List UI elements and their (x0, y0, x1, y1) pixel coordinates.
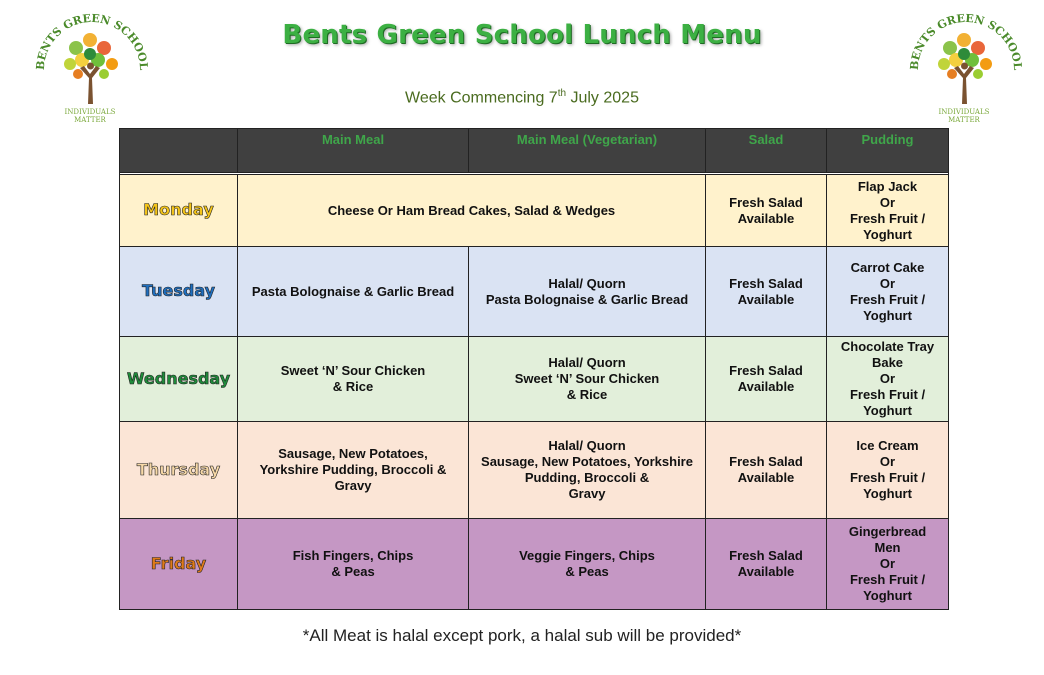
day-cell (120, 337, 238, 422)
salad-cell (706, 519, 827, 610)
pudding-cell-line: Fresh Fruit / (849, 470, 926, 485)
header-main-meal-vegetarian: Main Meal (Vegetarian) (469, 129, 706, 173)
pudding-cell (827, 175, 949, 247)
menu-row-wednesday (120, 337, 949, 422)
main-meal-cell (238, 519, 469, 610)
salad-cell-line: Fresh Salad (729, 454, 803, 469)
pudding-cell-line: Or (879, 194, 896, 210)
vegetarian-meal-cell (469, 519, 706, 610)
header-main-meal: Main Meal (238, 129, 469, 173)
lunch-menu-table (119, 128, 949, 610)
day-label: Tuesday (141, 281, 216, 300)
main-meal-cell-line: Sweet ‘N’ Sour Chicken (280, 363, 426, 378)
pudding-cell (827, 422, 949, 519)
week-sup: th (557, 88, 567, 99)
main-meal-cell-line: Gravy (334, 478, 372, 493)
salad-cell-line: Fresh Salad (729, 275, 803, 291)
main-meal-cell-line: Cheese Or Ham Bread Cakes, Salad & Wedges (327, 202, 616, 218)
pudding-cell-line: Carrot Cake (850, 259, 925, 275)
vegetarian-meal-cell-line: Sweet ‘N’ Sour Chicken (514, 371, 660, 386)
day-label: Wednesday (126, 368, 231, 388)
pudding-cell-line: Fresh Fruit / (849, 572, 926, 587)
salad-cell-line: Available (737, 564, 795, 579)
pudding-cell (827, 247, 949, 337)
pudding-cell-line: Or (879, 275, 896, 291)
salad-cell (706, 175, 827, 247)
day-label: Monday (143, 200, 214, 219)
salad-cell-line: Available (737, 291, 795, 307)
vegetarian-meal-cell-line: Gravy (568, 486, 606, 501)
main-meal-cell (238, 175, 706, 247)
pudding-cell-line: Or (879, 556, 896, 571)
salad-cell-line: Fresh Salad (729, 363, 803, 378)
week-commencing (0, 88, 1044, 107)
pudding-cell-line: Flap Jack (857, 178, 918, 194)
day-cell (120, 519, 238, 610)
header-salad: Salad (706, 129, 827, 173)
svg-text:INDIVIDUALS: INDIVIDUALS (938, 108, 990, 116)
svg-text:BENTS GREEN SCHOOL: BENTS GREEN SCHOOL (33, 11, 151, 71)
main-meal-cell-line: & Peas (331, 564, 375, 579)
pudding-cell (827, 519, 949, 610)
vegetarian-meal-cell-line: Sausage, New Potatoes, Yorkshire (481, 454, 693, 469)
main-meal-cell-line: Pasta Bolognaise & Garlic Bread (251, 283, 455, 299)
salad-cell (706, 247, 827, 337)
pudding-cell-line: Men (874, 540, 901, 555)
pudding-cell-line: Ice Cream (856, 438, 919, 453)
week-suffix: July 2025 (566, 89, 639, 107)
pudding-cell-line: Fresh Fruit / (849, 210, 926, 226)
day-cell (120, 175, 238, 247)
vegetarian-meal-cell-line: & Peas (565, 564, 609, 579)
menu-row-friday (120, 519, 949, 610)
salad-cell-line: Available (737, 379, 795, 394)
pudding-cell-line: Chocolate Tray (840, 339, 935, 354)
day-label: Friday (150, 553, 207, 573)
pudding-cell-line: Or (879, 371, 896, 386)
salad-cell (706, 422, 827, 519)
salad-cell-line: Fresh Salad (729, 194, 803, 210)
header-row (120, 129, 949, 173)
vegetarian-meal-cell-line: Halal/ Quorn (548, 355, 626, 370)
svg-text:INDIVIDUALS: INDIVIDUALS (64, 108, 116, 116)
main-meal-cell (238, 422, 469, 519)
menu-row-tuesday (120, 247, 949, 337)
pudding-cell-line: Fresh Fruit / (849, 387, 926, 402)
pudding-cell-line: Fresh Fruit / (849, 291, 926, 307)
svg-text:MATTER: MATTER (948, 116, 980, 124)
pudding-cell-line: Or (879, 454, 896, 469)
week-prefix: Week Commencing 7 (405, 89, 558, 107)
day-label: Thursday (136, 459, 221, 479)
main-meal-cell (238, 337, 469, 422)
vegetarian-meal-cell-line: Pudding, Broccoli & (524, 470, 650, 485)
pudding-cell (827, 337, 949, 422)
header-day (120, 129, 238, 173)
main-meal-cell (238, 247, 469, 337)
menu-row-thursday (120, 422, 949, 519)
pudding-cell-line: Yoghurt (863, 588, 912, 603)
vegetarian-meal-cell-line: & Rice (566, 387, 608, 402)
day-cell (120, 422, 238, 519)
salad-cell-line: Available (737, 210, 795, 226)
main-meal-cell-line: Yorkshire Pudding, Broccoli & (259, 462, 447, 477)
salad-cell-line: Available (737, 470, 795, 485)
svg-text:MATTER: MATTER (74, 116, 106, 124)
pudding-cell-line: Yoghurt (863, 486, 912, 501)
salad-cell-line: Fresh Salad (729, 548, 803, 563)
vegetarian-meal-cell-line: Halal/ Quorn (548, 275, 626, 291)
svg-text:BENTS GREEN SCHOOL: BENTS GREEN SCHOOL (907, 11, 1025, 71)
vegetarian-meal-cell (469, 337, 706, 422)
vegetarian-meal-cell (469, 247, 706, 337)
page-title: Bents Green School Lunch Menu (282, 20, 762, 50)
header-pudding: Pudding (827, 129, 949, 173)
vegetarian-meal-cell-line: Pasta Bolognaise & Garlic Bread (485, 291, 689, 307)
menu-row-monday (120, 175, 949, 247)
salad-cell (706, 337, 827, 422)
halal-footnote: *All Meat is halal except pork, a halal sub will be provided* (302, 626, 742, 645)
vegetarian-meal-cell (469, 422, 706, 519)
main-meal-cell-line: Sausage, New Potatoes, (278, 446, 428, 461)
pudding-cell-line: Bake (871, 355, 904, 370)
main-meal-cell-line: Fish Fingers, Chips (292, 548, 414, 563)
pudding-cell-line: Yoghurt (863, 307, 912, 323)
pudding-cell-line: Yoghurt (863, 403, 912, 418)
vegetarian-meal-cell-line: Veggie Fingers, Chips (519, 548, 655, 563)
day-cell (120, 247, 238, 337)
main-meal-cell-line: & Rice (332, 379, 374, 394)
vegetarian-meal-cell-line: Halal/ Quorn (548, 438, 626, 453)
pudding-cell-line: Yoghurt (863, 226, 912, 242)
pudding-cell-line: Gingerbread (848, 524, 927, 539)
